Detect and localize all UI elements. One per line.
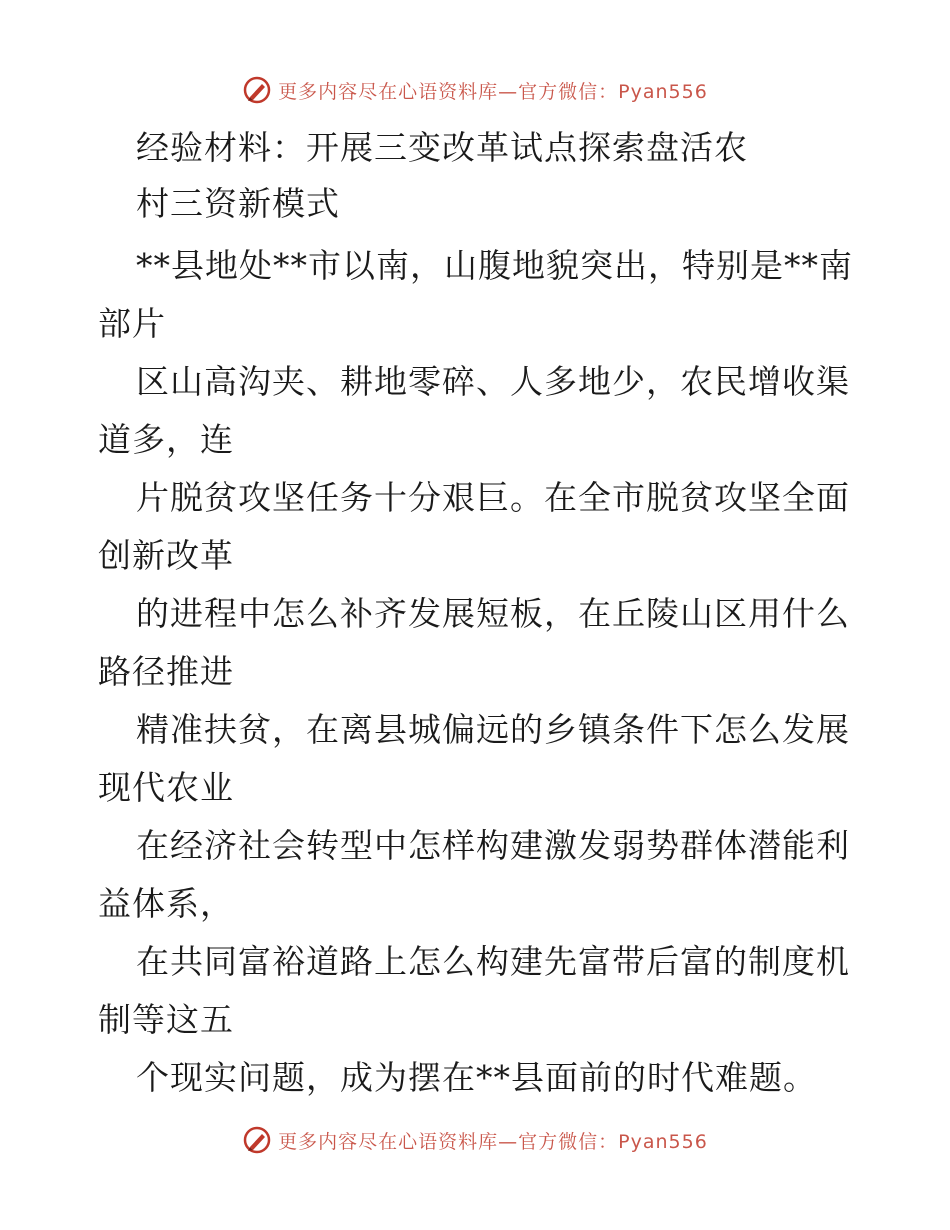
paragraph-line: 个现实问题，成为摆在**县面前的时代难题。: [136, 1058, 817, 1097]
watermark-text: 更多内容尽在心语资料库—官方微信：Pyan556: [278, 80, 708, 103]
watermark-text: 更多内容尽在心语资料库—官方微信：Pyan556: [278, 1130, 708, 1153]
paragraph-line: 在共同富裕道路上怎么构建先富带后富的制度机: [136, 942, 850, 981]
paragraph-line: 道多，连: [98, 420, 234, 459]
pen-logo-icon: [242, 75, 272, 105]
footer-watermark: [0, 1120, 950, 1160]
paragraph-line: 精准扶贫，在离县城偏远的乡镇条件下怎么发展: [136, 710, 850, 749]
document-title-line-1: 经验材料：开展三变改革试点探索盘活农: [136, 128, 748, 167]
paragraph-line: 片脱贫攻坚任务十分艰巨。在全市脱贫攻坚全面: [136, 478, 850, 517]
paragraph-line: **县地处**市以南，山腹地貌突出，特别是**南: [136, 246, 853, 285]
paragraph-line: 区山高沟夹、耕地零碎、人多地少，农民增收渠: [136, 362, 850, 401]
paragraph-line: 益体系，: [98, 884, 234, 923]
paragraph-line: 在经济社会转型中怎样构建激发弱势群体潜能利: [136, 826, 850, 865]
paragraph-line: 的进程中怎么补齐发展短板，在丘陵山区用什么: [136, 594, 850, 633]
pen-logo-icon: [242, 1125, 272, 1155]
paragraph-line: 创新改革: [98, 536, 234, 575]
paragraph-line: 部片: [98, 304, 166, 343]
paragraph-line: 制等这五: [98, 1000, 234, 1039]
header-watermark: [0, 70, 950, 110]
document-title-line-2: 村三资新模式: [136, 184, 340, 223]
paragraph-line: 现代农业: [98, 768, 234, 807]
paragraph-line: 路径推进: [98, 652, 234, 691]
